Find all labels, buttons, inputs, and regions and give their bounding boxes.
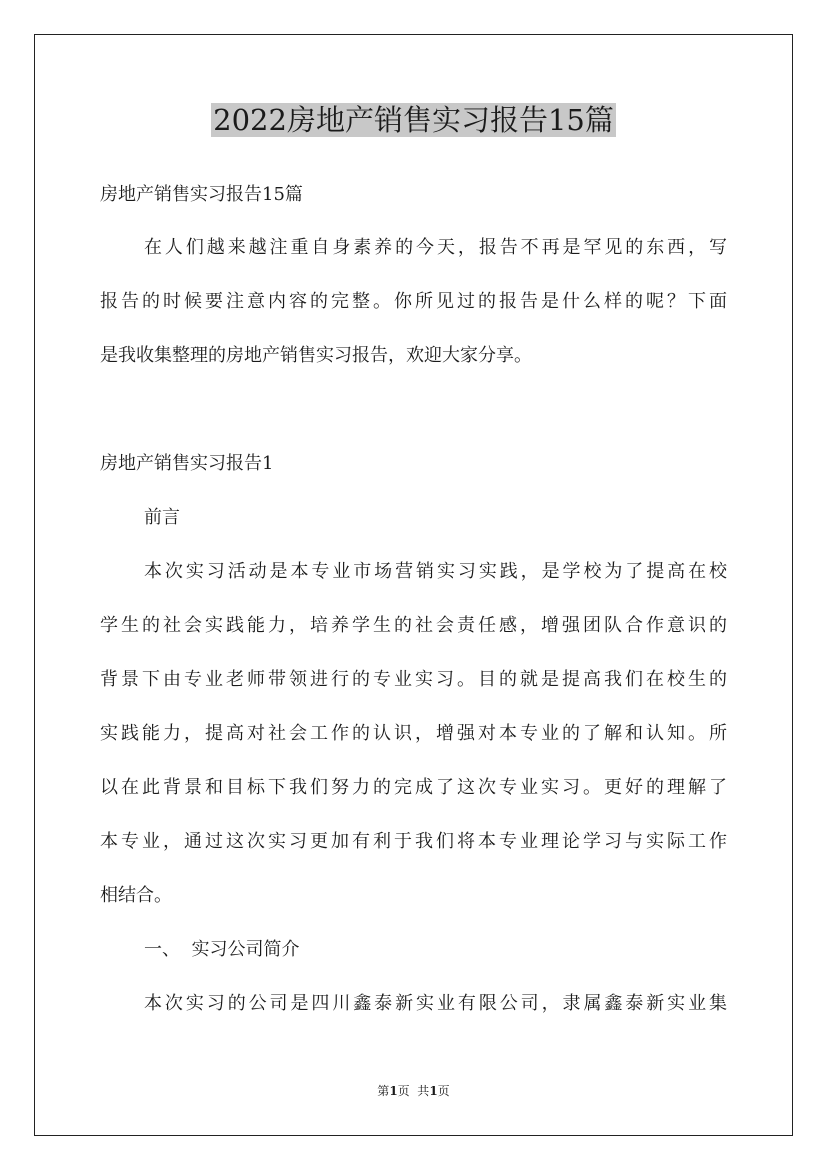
preface-label: 前言 <box>144 507 180 528</box>
document-title-text: 2022房地产销售实习报告15篇 <box>213 103 614 137</box>
document-title <box>0 98 827 142</box>
preface-line: 以在此背景和目标下我们努力的完成了这次专业实习。更好的理解了 <box>100 777 727 798</box>
page-footer <box>0 1082 827 1100</box>
intro-line: 在人们越来越注重自身素养的今天，报告不再是罕见的东西，写 <box>144 237 727 258</box>
intro-line: 是我收集整理的房地产销售实习报告，欢迎大家分享。 <box>100 345 532 366</box>
footer-total-pages: 1 <box>429 1084 438 1098</box>
preface-line: 本次实习活动是本专业市场营销实习实践，是学校为了提高在校 <box>144 561 727 582</box>
document-subtitle: 房地产销售实习报告15篇 <box>100 184 303 205</box>
preface-line: 相结合。 <box>100 885 172 906</box>
footer-prefix: 第 <box>377 1084 390 1098</box>
preface-line: 学生的社会实践能力，培养学生的社会责任感，增强团队合作意识的 <box>100 615 727 636</box>
footer-page-number: 1 <box>389 1084 398 1098</box>
preface-line: 实践能力，提高对社会工作的认识，增强对本专业的了解和认知。所 <box>100 723 727 744</box>
preface-line: 背景下由专业老师带领进行的专业实习。目的就是提高我们在校生的 <box>100 669 727 690</box>
footer-mid: 页 共 <box>397 1084 430 1098</box>
footer-suffix: 页 <box>437 1084 450 1098</box>
company-line: 本次实习的公司是四川鑫泰新实业有限公司，隶属鑫泰新实业集 <box>144 993 727 1014</box>
section-heading: 房地产销售实习报告1 <box>100 453 274 474</box>
intro-line: 报告的时候要注意内容的完整。你所见过的报告是什么样的呢？下面 <box>100 291 727 312</box>
preface-line: 本专业，通过这次实习更加有利于我们将本专业理论学习与实际工作 <box>100 831 727 852</box>
company-heading: 一、 实习公司简介 <box>144 939 300 960</box>
